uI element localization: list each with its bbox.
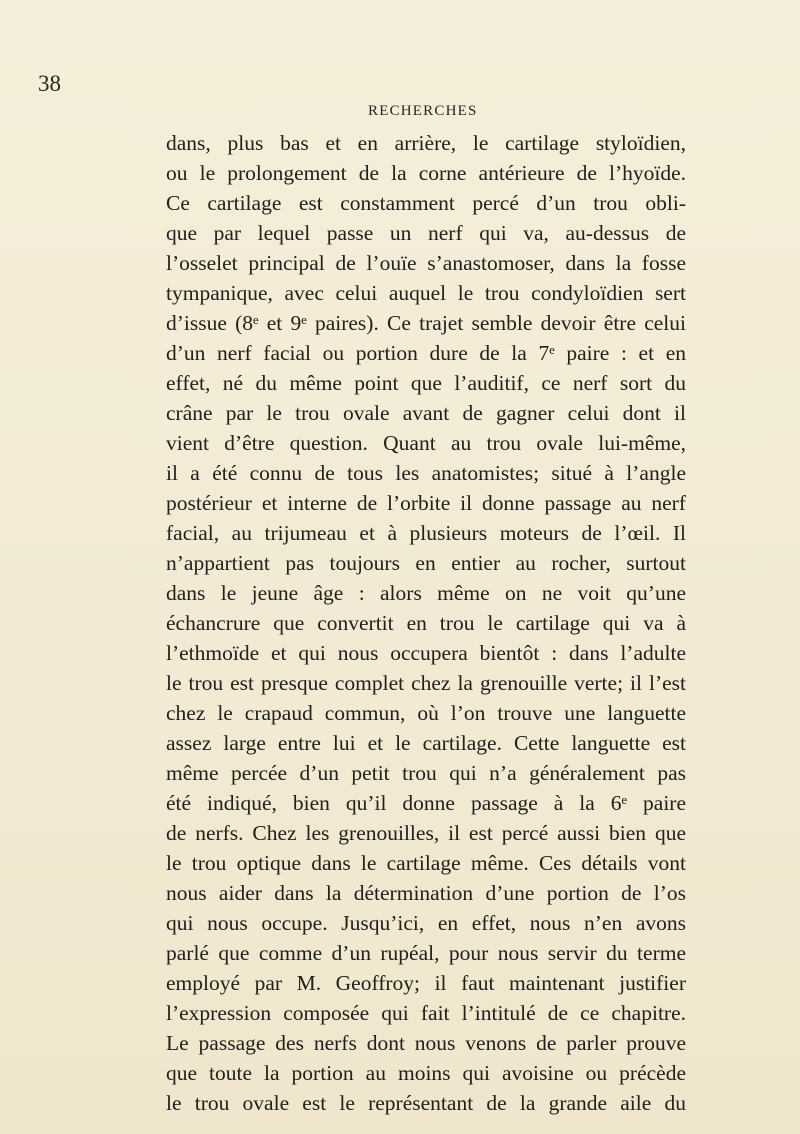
text-line-7: d’issue (8ᵉ et 9ᵉ paires). Ce trajet semble devoir être celui: [166, 311, 686, 335]
text-line-2: ou le prolongement de la corne antérieure de l’hyoïde.: [166, 161, 686, 185]
text-line-10: crâne par le trou ovale avant de gagner celui dont il: [166, 401, 686, 425]
text-line-22: même percée d’un petit trou qui n’a généralement pas: [166, 761, 686, 785]
text-line-19: le trou est presque complet chez la grenouille verte; il l’est: [166, 671, 686, 695]
text-line-15: n’appartient pas toujours en entier au rocher, surtout: [166, 551, 686, 575]
text-line-13: postérieur et interne de l’orbite il donne passage au nerf: [166, 491, 686, 515]
text-line-32: que toute la portion au moins qui avoisine ou précède: [166, 1061, 686, 1085]
text-line-4: que par lequel passe un nerf qui va, au-dessus de: [166, 221, 686, 245]
running-head: RECHERCHES: [368, 103, 478, 119]
text-line-26: nous aider dans la détermination d’une portion de l’os: [166, 881, 686, 905]
text-line-14: facial, au trijumeau et à plusieurs moteurs de l’œil. Il: [166, 521, 686, 545]
text-line-27: qui nous occupe. Jusqu’ici, en effet, nous n’en avons: [166, 911, 686, 935]
text-line-31: Le passage des nerfs dont nous venons de parler prouve: [166, 1031, 686, 1055]
text-line-11: vient d’être question. Quant au trou ovale lui-même,: [166, 431, 686, 455]
text-line-8: d’un nerf facial ou portion dure de la 7ᵉ paire : et en: [166, 341, 686, 365]
text-line-30: l’expression composée qui fait l’intitulé de ce chapitre.: [166, 1001, 686, 1025]
text-line-24: de nerfs. Chez les grenouilles, il est percé aussi bien que: [166, 821, 686, 845]
text-line-18: l’ethmoïde et qui nous occupera bientôt : dans l’adulte: [166, 641, 686, 665]
text-line-17: échancrure que convertit en trou le cartilage qui va à: [166, 611, 686, 635]
text-line-12: il a été connu de tous les anatomistes; situé à l’angle: [166, 461, 686, 485]
text-line-1: dans, plus bas et en arrière, le cartilage styloïdien,: [166, 131, 686, 155]
text-line-5: l’osselet principal de l’ouïe s’anastomoser, dans la fosse: [166, 251, 686, 275]
text-line-28: parlé que comme d’un rupéal, pour nous servir du terme: [166, 941, 686, 965]
text-line-21: assez large entre lui et le cartilage. Cette languette est: [166, 731, 686, 755]
text-line-16: dans le jeune âge : alors même on ne voit qu’une: [166, 581, 686, 605]
text-line-3: Ce cartilage est constamment percé d’un trou obli-: [166, 191, 686, 215]
page-number: 38: [38, 71, 61, 96]
text-line-29: employé par M. Geoffroy; il faut maintenant justifier: [166, 971, 686, 995]
text-line-9: effet, né du même point que l’auditif, ce nerf sort du: [166, 371, 686, 395]
text-line-23: été indiqué, bien qu’il donne passage à la 6ᵉ paire: [166, 791, 686, 815]
text-line-25: le trou optique dans le cartilage même. Ces détails vont: [166, 851, 686, 875]
text-line-33: le trou ovale est le représentant de la grande aile du: [166, 1091, 686, 1115]
text-line-6: tympanique, avec celui auquel le trou condyloïdien sert: [166, 281, 686, 305]
text-line-20: chez le crapaud commun, où l’on trouve une languette: [166, 701, 686, 725]
